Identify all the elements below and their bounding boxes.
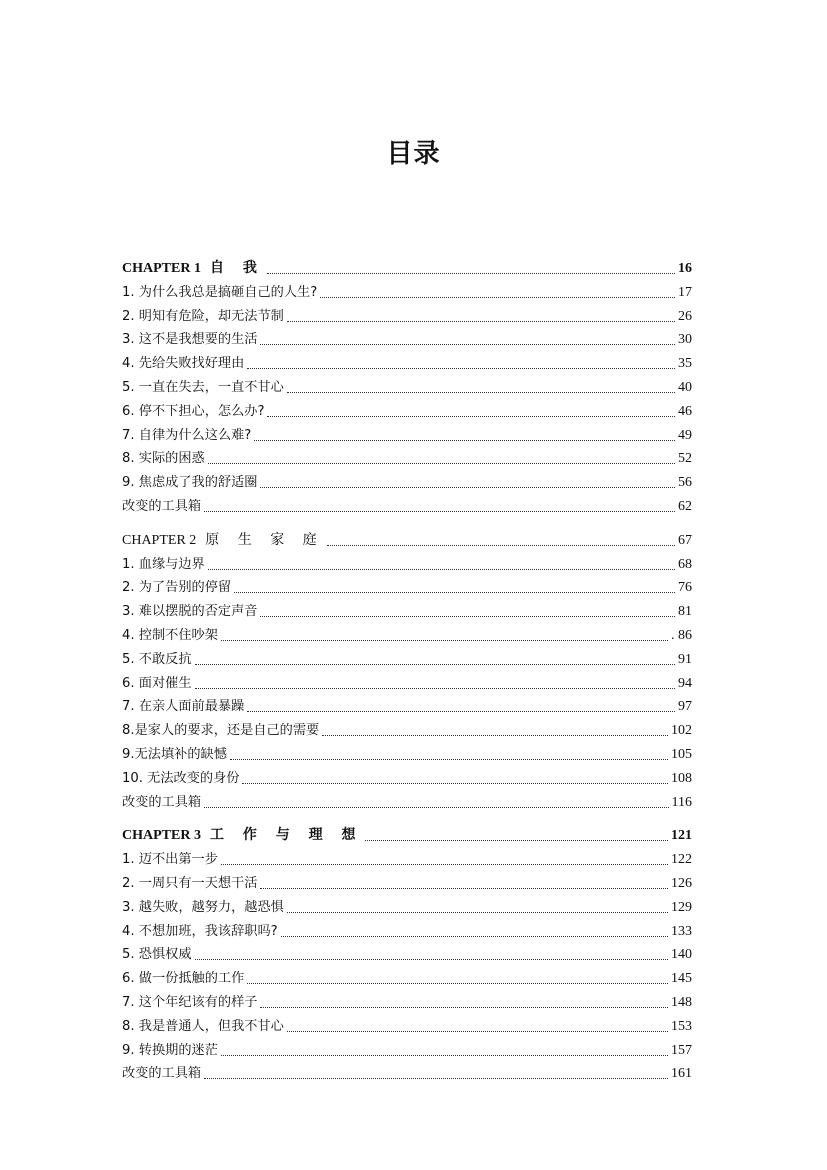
page-number: 97 — [678, 699, 692, 715]
entry-title: 4. 控制不住吵架 — [122, 628, 218, 643]
toc-chapter-1[interactable] — [122, 256, 692, 278]
toc-entry[interactable] — [122, 742, 692, 764]
page-number: 121 — [671, 828, 692, 844]
dot-leader — [287, 1031, 668, 1032]
page-number: 122 — [671, 852, 692, 868]
dot-leader — [287, 912, 668, 913]
page-number: 26 — [678, 308, 692, 324]
dot-leader — [327, 545, 675, 546]
entry-title: 7. 在亲人面前最暴躁 — [122, 699, 245, 715]
toc-entry[interactable] — [122, 694, 692, 716]
dot-leader — [221, 864, 668, 865]
entry-title: 3. 越失败，越努力，越恐惧 — [122, 899, 284, 915]
entry-title: 8. 我是普通人，但我不甘心 — [122, 1018, 284, 1034]
page-number: 108 — [671, 770, 692, 786]
dot-leader — [208, 463, 675, 464]
page-number: 145 — [671, 971, 692, 987]
page-number: 129 — [671, 899, 692, 915]
dot-leader — [254, 440, 675, 441]
dot-leader — [242, 783, 668, 784]
toc-entry[interactable] — [122, 423, 692, 445]
dot-leader — [208, 569, 675, 570]
dot-leader — [260, 344, 675, 345]
page-number: 157 — [671, 1042, 692, 1058]
dot-leader — [204, 807, 668, 808]
dot-leader — [247, 368, 675, 369]
chapter-title — [122, 531, 324, 550]
entry-title: 8. 实际的困惑 — [122, 451, 205, 467]
entry-title: 1. 迈不出第一步 — [122, 852, 218, 868]
dot-leader — [365, 840, 668, 841]
entry-title: 改变的工具箱 — [122, 499, 202, 514]
dot-leader — [195, 959, 668, 960]
chapter-number: CHAPTER 3 — [122, 828, 201, 844]
dot-leader — [267, 416, 675, 417]
page-number: 49 — [678, 427, 692, 443]
chapter-number: CHAPTER 2 — [122, 532, 197, 548]
toc-entry[interactable] — [122, 304, 692, 326]
dot-leader — [204, 1078, 668, 1079]
entry-title: 6. 做一份抵触的工作 — [122, 971, 245, 987]
toc-entry[interactable] — [122, 1038, 692, 1060]
page-number: 102 — [671, 723, 692, 739]
dot-leader — [221, 1055, 668, 1056]
toc-entry[interactable] — [122, 718, 692, 740]
chapter-name: 工 作 与 理 想 — [209, 827, 363, 844]
page-number: 105 — [671, 747, 692, 762]
entry-title: 9.无法填补的缺憾 — [122, 747, 227, 762]
toc-entry[interactable] — [122, 351, 692, 373]
toc-entry[interactable] — [122, 790, 692, 812]
dot-leader — [247, 983, 668, 984]
toc-entry[interactable] — [122, 327, 692, 349]
page-number: 52 — [678, 451, 692, 467]
dot-leader — [260, 487, 675, 488]
toc-entry[interactable] — [122, 871, 692, 893]
entry-title: 9. 焦虑成了我的舒适圈 — [122, 475, 258, 491]
entry-title: 5. 不敢反抗 — [122, 651, 192, 667]
toc-entry[interactable] — [122, 446, 692, 468]
page-number: 16 — [678, 261, 692, 276]
entry-title: 10. 无法改变的身份 — [122, 770, 240, 786]
page-number: 46 — [678, 403, 692, 419]
page-number: 56 — [678, 475, 692, 491]
entry-title: 5. 一直在失去，一直不甘心 — [122, 380, 284, 395]
toc-entry[interactable] — [122, 966, 692, 988]
toc-entry[interactable] — [122, 942, 692, 964]
chapter-title — [122, 259, 264, 278]
page-number: 81 — [678, 604, 692, 620]
page-number: 161 — [671, 1066, 692, 1082]
entry-title: 2. 为了告别的停留 — [122, 580, 232, 596]
toc-entry[interactable] — [122, 1061, 692, 1083]
toc-entry[interactable] — [122, 647, 692, 669]
page-number: 116 — [671, 794, 692, 810]
dot-leader — [287, 392, 675, 393]
entry-title: 6. 停不下担心，怎么办? — [122, 403, 265, 419]
toc-entry[interactable] — [122, 375, 692, 397]
dot-leader — [230, 759, 668, 760]
entry-title: 8.是家人的要求，还是自己的需要 — [122, 723, 320, 739]
entry-title: 2. 一周只有一天想干活 — [122, 876, 258, 891]
entry-title: 4. 不想加班，我该辞职吗? — [122, 923, 278, 939]
chapter-title — [122, 826, 362, 845]
toc-entry[interactable] — [122, 671, 692, 693]
dot-leader — [195, 664, 675, 665]
dot-leader — [260, 888, 668, 889]
page-number: 68 — [678, 556, 692, 572]
page-number: 67 — [678, 532, 692, 548]
page-number: 153 — [671, 1018, 692, 1034]
page-number: 91 — [678, 651, 692, 667]
page-number: 17 — [678, 284, 692, 300]
entry-title: 1. 血缘与边界 — [122, 556, 205, 572]
chapter-number: CHAPTER 1 — [122, 261, 201, 276]
toc-chapter-3[interactable] — [122, 823, 692, 845]
entry-title: 1. 为什么我总是搞砸自己的人生? — [122, 284, 318, 300]
dot-leader — [234, 592, 675, 593]
entry-title: 改变的工具箱 — [122, 1066, 202, 1082]
toc-entry[interactable] — [122, 766, 692, 788]
page-number: 133 — [671, 923, 692, 939]
entry-title: 5. 恐惧权威 — [122, 947, 192, 963]
page-number: 148 — [671, 995, 692, 1010]
page-number: . 86 — [671, 628, 692, 643]
dot-leader — [287, 321, 675, 322]
page-number: 40 — [678, 380, 692, 395]
toc-entry[interactable] — [122, 470, 692, 492]
dot-leader — [260, 1007, 668, 1008]
entry-title: 改变的工具箱 — [122, 794, 202, 810]
toc-entry[interactable] — [122, 847, 692, 869]
dot-leader — [267, 273, 675, 274]
dot-leader — [260, 616, 675, 617]
toc-entry[interactable] — [122, 599, 692, 621]
entry-title: 6. 面对催生 — [122, 675, 192, 691]
page-number: 140 — [671, 947, 692, 963]
toc-entry[interactable] — [122, 280, 692, 302]
toc-entry[interactable] — [122, 575, 692, 597]
entry-title: 3. 这不是我想要的生活 — [122, 332, 258, 348]
entry-title: 4. 先给失败找好理由 — [122, 356, 245, 372]
chapter-name: 原 生 家 庭 — [205, 531, 324, 548]
page-number: 30 — [678, 332, 692, 348]
dot-leader — [221, 640, 668, 641]
toc-chapter-2[interactable] — [122, 528, 692, 550]
entry-title: 2. 明知有危险，却无法节制 — [122, 308, 284, 324]
toc-entry[interactable] — [122, 399, 692, 421]
page-title: 目录 — [386, 139, 441, 169]
toc-entry[interactable] — [122, 494, 692, 516]
dot-leader — [195, 688, 675, 689]
toc-entry[interactable] — [122, 895, 692, 917]
chapter-name: 自 我 — [209, 260, 264, 276]
page-number: 94 — [678, 675, 692, 691]
toc-entry[interactable] — [122, 990, 692, 1012]
dot-leader — [322, 735, 668, 736]
page-number: 62 — [678, 499, 692, 514]
entry-title: 7. 这个年纪该有的样子 — [122, 995, 258, 1010]
entry-title: 3. 难以摆脱的否定声音 — [122, 604, 258, 620]
page-number: 126 — [671, 876, 692, 891]
entry-title: 7. 自律为什么这么难? — [122, 427, 252, 443]
entry-title: 9. 转换期的迷茫 — [122, 1042, 218, 1058]
dot-leader — [204, 511, 675, 512]
dot-leader — [320, 297, 675, 298]
toc-entry[interactable] — [122, 552, 692, 574]
toc-entry[interactable] — [122, 1014, 692, 1036]
toc-entry[interactable] — [122, 919, 692, 941]
dot-leader — [247, 711, 675, 712]
toc-entry[interactable] — [122, 623, 692, 645]
page-number: 35 — [678, 356, 692, 372]
dot-leader — [281, 936, 668, 937]
page-number: 76 — [678, 580, 692, 596]
